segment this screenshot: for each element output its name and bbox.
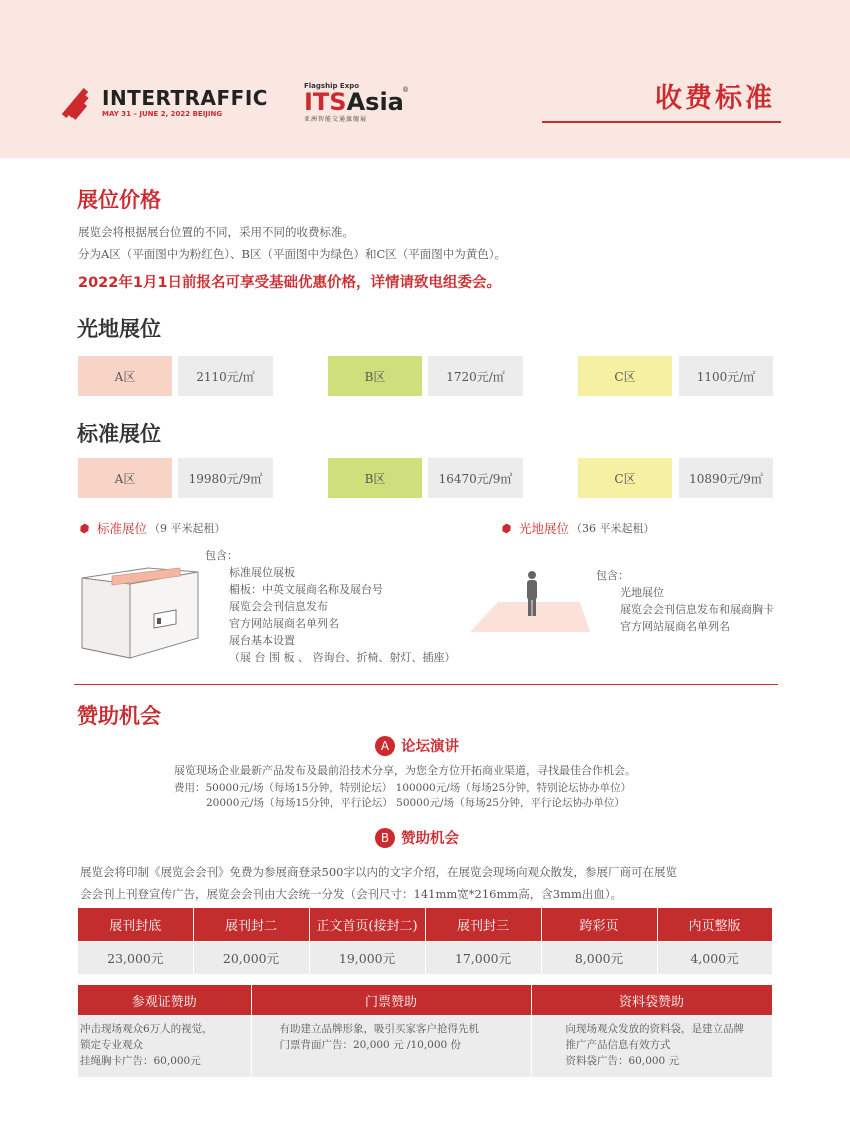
list-item: 展览会会刊信息发布和展商胸卡 [620,603,774,616]
forum-title: 论坛演讲 [401,739,459,755]
raw-zone-c: C区 [578,356,672,396]
itsasia-name-its: ITS [304,88,347,116]
sponsor-desc1: 展览会将印制《展览会会刊》免费为参展商登录500字以内的文字介绍，在展览会现场向观众散发，参展厂商可在展览 [80,865,677,879]
letter-a-icon: A [375,736,395,756]
standard-includes-label: 包含： [205,549,238,562]
standard-booth-detail-note: （9 平米起租） [149,522,226,535]
forum-fee-line2: 20000元/场（每场15分钟，平行论坛） 50000元/场（每场25分钟，平行论坛协办单位） [206,797,625,809]
sponsor-header: 资料袋赞助 [531,985,772,1015]
raw-space-bullet [502,519,655,537]
ad-header: 跨彩页 [541,908,657,941]
booth-price-heading: 展位价格 [77,188,161,212]
standard-booth-detail-name: 标准展位 [97,521,148,536]
sponsor-header: 参观证赞助 [78,985,251,1015]
std-zone-a: A区 [78,458,172,498]
raw-space-illustration [470,566,592,636]
list-item: 展台基本设置 [229,634,295,647]
sponsor-cell-bag [531,1015,772,1077]
intertraffic-mark-icon [62,86,94,120]
forum-subheading [375,735,459,756]
sponsor-title: 赞助机会 [401,831,459,847]
cell-line: 挂绳胸卡广告：60,000元 [80,1055,201,1067]
itsasia-cn-name: 亚洲智能交通旗舰展 [304,116,368,123]
itsasia-name-asia: Asia [346,88,404,116]
ad-price-table [78,908,773,974]
page-title: 收费标准 [655,83,775,114]
ad-header: 正文首页(接封二) [309,908,425,941]
raw-includes-label: 包含： [596,569,629,582]
ad-price-cell: 8,000元 [541,941,657,974]
cell-line: 锁定专业观众 [80,1039,143,1051]
booth-price-line2: 分为A区（平面图中为粉红色）、B区（平面图中为绿色）和C区（平面图中为黄色）。 [78,247,507,261]
std-price-c: 10890元/9㎡ [679,458,773,498]
sponsor-cell-ticket [251,1015,531,1077]
intertraffic-name: INTERTRAFFIC [102,86,268,110]
raw-space-heading: 光地展位 [77,317,161,341]
cell-line: 有助建立品牌形象，吸引买家客户抢得先机 [279,1023,479,1035]
raw-includes-list [620,584,774,635]
cell-line: 推广产品信息有效方式 [565,1039,671,1051]
forum-fee-line1: 费用：50000元/场（每场15分钟，特别论坛） 100000元/场（每场25分钟，特别论坛协办单位） [174,782,632,794]
sponsor-desc2: 会会刊上刊登宣传广告，展览会会刊由大会统一分发（会刊尺寸：141mm宽*216mm高，含3mm出血）。 [80,887,623,901]
raw-zone-b: B区 [328,356,422,396]
ad-price-cell: 4,000元 [657,941,772,974]
intertraffic-logo [62,86,268,120]
raw-zone-a: A区 [78,356,172,396]
letter-b-icon: B [375,828,395,848]
cell-line: 冲击现场观众6万人的视觉， [80,1023,213,1035]
itsasia-logo [304,82,409,123]
list-item: 官方网站展商名单列名 [229,617,339,630]
standard-booth-bullet [80,519,226,537]
hexagon-bullet-icon [500,522,512,534]
list-item: 官方网站展商名单列名 [620,620,730,633]
list-item: 展览会会刊信息发布 [229,600,328,613]
list-item: 楣板：中英文展商名称及展台号 [229,583,383,596]
raw-price-b: 1720元/㎡ [428,356,523,396]
hexagon-bullet-icon [78,522,90,534]
standard-booth-heading: 标准展位 [77,422,161,446]
registered-mark: ® [402,86,409,94]
std-price-b: 16470元/9㎡ [428,458,523,498]
cell-line: 向现场观众发放的资料袋，是建立品牌 [565,1023,744,1035]
promo-note: 2022年1月1日前报名可享受基础优惠价格，详情请致电组委会。 [78,275,502,291]
std-zone-b: B区 [328,458,422,498]
sponsor-cell-badge [78,1015,251,1077]
ad-price-cell: 19,000元 [309,941,425,974]
list-item: 标准展位展板 [229,566,295,579]
list-item: （展 台 围 板 、 咨询台、折椅、射灯、插座） [229,651,456,664]
raw-price-a: 2110元/㎡ [178,356,273,396]
raw-space-detail-name: 光地展位 [519,521,570,536]
intertraffic-date: MAY 31 – JUNE 2, 2022 BEIJING [102,110,223,118]
raw-price-c: 1100元/㎡ [679,356,773,396]
ad-price-cell: 17,000元 [425,941,541,974]
title-underline [542,121,781,123]
ad-header: 内页整版 [657,908,772,941]
ad-header: 展刊封二 [193,908,309,941]
sponsor-type-table [78,985,773,1077]
ad-price-cell: 23,000元 [78,941,193,974]
standard-includes-list [229,564,455,666]
page-header [0,0,850,158]
std-zone-c: C区 [578,458,672,498]
cell-line: 资料袋广告：60,000 元 [565,1055,680,1067]
booth-price-line1: 展览会将根据展台位置的不同，采用不同的收费标准。 [78,225,354,239]
std-price-a: 19980元/9㎡ [178,458,273,498]
ad-header: 展刊封底 [78,908,193,941]
list-item: 光地展位 [620,586,664,599]
cell-line: 门票背面广告：20,000 元 /10,000 份 [279,1039,462,1051]
ad-header: 展刊封三 [425,908,541,941]
forum-desc: 展览现场企业最新产品发布及最前沿技术分享，为您全方位开拓商业渠道，寻找最佳合作机会。 [174,764,636,777]
sponsor-subheading [375,827,459,848]
sponsor-header: 门票赞助 [251,985,531,1015]
raw-space-detail-note: （36 平米起租） [571,522,655,535]
ad-price-cell: 20,000元 [193,941,309,974]
sponsorship-heading: 赞助机会 [77,704,161,728]
itsasia-tagline: Flagship Expo [304,82,360,90]
section-divider [74,684,778,685]
standard-booth-illustration [78,560,204,664]
